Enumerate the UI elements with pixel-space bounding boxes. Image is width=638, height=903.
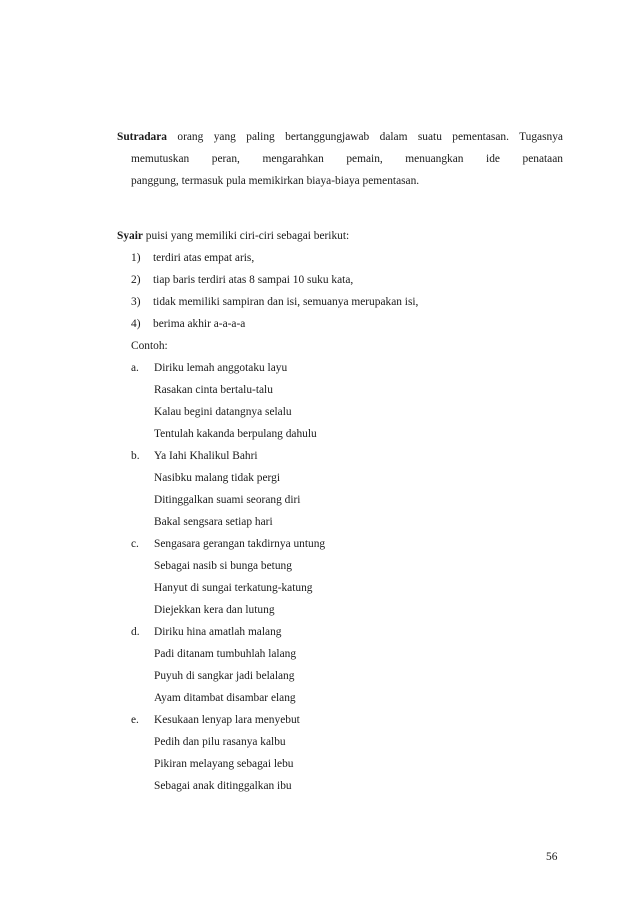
poem-example [117,357,563,445]
example-label: Contoh: [131,340,168,352]
poem-line-text: Bakal sengsara setiap hari [154,516,273,528]
page-number: 56 [546,851,558,863]
poem-line [117,533,563,555]
list-item-text: terdiri atas empat aris, [153,252,255,264]
poem-line-text: Kesukaan lenyap lara menyebut [154,714,300,726]
list-item [117,291,563,313]
glossary-term: Syair [117,230,143,242]
poem-line-text: Puyuh di sangkar jadi belalang [154,670,295,682]
list-item [117,269,563,291]
poem-line [117,709,563,731]
poem-line-text: Diriku hina amatlah malang [154,626,282,638]
glossary-entry-syair [117,225,563,797]
poem-line [117,489,563,511]
list-item-text: tiap baris terdiri atas 8 sampai 10 suku kata, [153,274,354,286]
poem-line-text: Nasibku malang tidak pergi [154,472,281,484]
list-item-text: tidak memiliki sampiran dan isi, semuanya merupakan isi, [153,296,419,308]
list-marker: 1) [131,252,141,264]
poem-line-text: Ditinggalkan suami seorang diri [154,494,301,506]
example-letter: d. [131,626,140,638]
list-item-text: berima akhir a-a-a-a [153,318,246,330]
poem-line-text: Sebagai anak ditinggalkan ibu [154,780,292,792]
poem-line-text: Ya Iahi Khalikul Bahri [154,450,258,462]
definition-text: puisi yang memiliki ciri-ciri sebagai berikut: [142,230,350,242]
glossary-entry-sutradara [117,126,563,192]
poem-line [117,577,563,599]
list-marker: 2) [131,274,141,286]
poem-line [117,753,563,775]
poem-line-text: Hanyut di sungai terkatung-katung [154,582,313,594]
poem-line-text: Rasakan cinta bertalu-talu [154,384,273,396]
poem-line [117,599,563,621]
poem-line-text: Sebagai nasib si bunga betung [154,560,292,572]
example-letter: e. [131,714,139,726]
poem-line-text: Ayam ditambat disambar elang [154,692,296,704]
poem-line [117,467,563,489]
poem-line [117,731,563,753]
poem-line [117,665,563,687]
poem-line-text: Padi ditanam tumbuhlah lalang [154,648,297,660]
poem-example [117,445,563,533]
poem-example [117,709,563,797]
definition-text: orang yang paling bertanggungjawab dalam suatu pementasan. Tugasnya [167,131,563,143]
poem-line-text: Kalau begini datangnya selalu [154,406,292,418]
poem-line-text: Pikiran melayang sebagai lebu [154,758,294,770]
definition-line: panggung, termasuk pula memikirkan biaya-biaya pementasan. [131,175,420,187]
example-list [117,357,563,797]
example-letter: b. [131,450,140,462]
poem-line [117,445,563,467]
poem-line [117,621,563,643]
poem-line-text: Sengasara gerangan takdirnya untung [154,538,326,550]
poem-line-text: Diriku lemah anggotaku layu [154,362,288,374]
definition-line [117,126,563,148]
glossary-term: Sutradara [117,131,167,143]
criteria-list [117,247,563,335]
poem-line-text: Diejekkan kera dan lutung [154,604,275,616]
poem-line [117,357,563,379]
poem-example [117,533,563,621]
poem-line [117,401,563,423]
poem-line [117,423,563,445]
list-marker: 4) [131,318,141,330]
example-letter: c. [131,538,139,550]
definition-line [117,225,563,247]
poem-line [117,555,563,577]
poem-line [117,643,563,665]
list-item [117,313,563,335]
poem-line [117,687,563,709]
list-marker: 3) [131,296,141,308]
poem-line [117,379,563,401]
poem-line [117,511,563,533]
list-item [117,247,563,269]
poem-line-text: Pedih dan pilu rasanya kalbu [154,736,286,748]
poem-line-text: Tentulah kakanda berpulang dahulu [154,428,317,440]
definition-line: memutuskan peran, mengarahkan pemain, menuangkan ide penataan [131,153,563,165]
poem-example [117,621,563,709]
example-letter: a. [131,362,139,374]
poem-line [117,775,563,797]
